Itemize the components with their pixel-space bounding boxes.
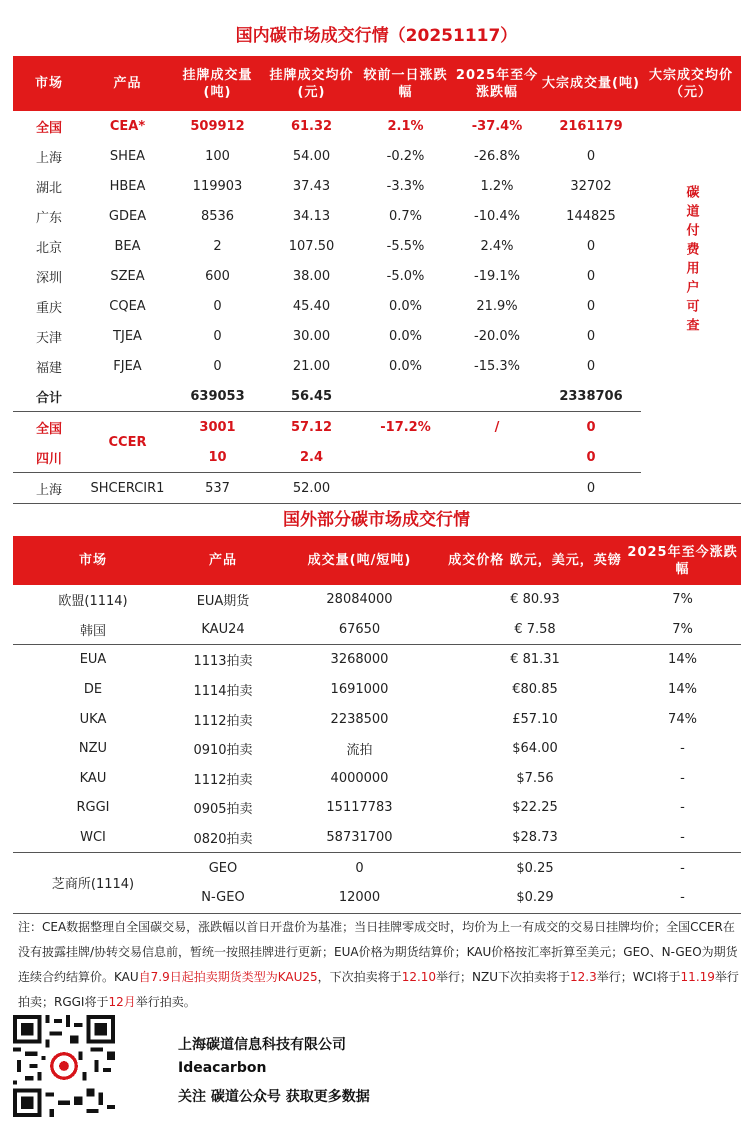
- cell-price: 30.00: [292, 328, 331, 344]
- cell-block-volume: 0: [586, 148, 596, 164]
- cell-market: EUA: [79, 652, 107, 668]
- cell-volume: 3268000: [330, 652, 389, 668]
- cell-price: 107.50: [288, 238, 335, 254]
- cell-price: $7.56: [516, 770, 554, 786]
- table-row: [13, 675, 741, 705]
- cell-daily-change: 2.1%: [387, 118, 424, 134]
- cell-price: € 81.31: [510, 652, 560, 668]
- domestic-title: 国内碳市场成交行情（20251117）: [235, 26, 518, 46]
- col-header-daily-change: 较前一日涨跌幅: [358, 56, 453, 111]
- cell-product: EUA期货: [196, 594, 250, 610]
- cell-market: 上海: [35, 150, 62, 166]
- cell-ccer-product: CCER: [108, 434, 147, 450]
- cell-ytd-change: 14%: [668, 652, 697, 668]
- cell-ytd-change: -37.4%: [471, 118, 523, 134]
- cell-price: $64.00: [512, 741, 558, 757]
- cell-block-volume: 0: [586, 419, 596, 435]
- cell-product: TJEA: [113, 328, 142, 344]
- cell-product: SHCERCIR1: [85, 473, 170, 504]
- foreign-market-table: [13, 536, 741, 913]
- cell-product: 1112拍卖: [193, 713, 253, 729]
- cell-market: NZU: [78, 741, 108, 757]
- cell-volume: 0: [355, 860, 364, 876]
- cell-price: $28.73: [446, 823, 624, 853]
- cell-daily-change: -5.5%: [386, 238, 425, 254]
- ccer-row-national: [13, 412, 741, 443]
- cell-ytd-change: -15.3%: [474, 358, 520, 374]
- cell-market: KAU: [79, 770, 107, 786]
- cell-volume: 28084000: [326, 592, 393, 608]
- cell-price: $22.25: [512, 800, 558, 816]
- cell-volume: 509912: [190, 118, 245, 134]
- divider: [13, 913, 741, 914]
- foreign-header-row: [13, 536, 741, 585]
- cell-product: 1112拍卖: [193, 772, 253, 788]
- table-row: [13, 291, 741, 321]
- cell-volume: 15117783: [326, 800, 393, 816]
- foreign-title: 国外部分碳市场成交行情: [283, 510, 470, 530]
- table-row: [13, 321, 741, 351]
- cell-product: HBEA: [109, 178, 146, 194]
- shcer-row: [13, 473, 741, 504]
- cell-ytd-change: -: [624, 823, 741, 853]
- table-row: [13, 261, 741, 291]
- cell-price: 38.00: [292, 268, 331, 284]
- table-row: [13, 823, 741, 853]
- cell-volume: 1691000: [330, 682, 389, 698]
- table-row: [13, 734, 741, 764]
- cell-market: 四川: [13, 442, 85, 473]
- cell-ytd-change: -: [680, 890, 685, 906]
- qr-code-icon[interactable]: [13, 1015, 115, 1117]
- cell-market: 全国: [35, 120, 62, 136]
- table-row: [13, 585, 741, 615]
- table-row: [13, 764, 741, 794]
- cell-price: 37.43: [292, 178, 331, 194]
- cell-daily-change: -17.2%: [380, 419, 431, 435]
- cell-ytd-change: -26.8%: [474, 148, 520, 164]
- table-row: [13, 615, 741, 645]
- cell-ytd-change: -: [680, 741, 685, 757]
- col-header-block-price: 大宗成交均价（元）: [641, 56, 741, 111]
- cell-block-volume: 2161179: [559, 118, 623, 134]
- cell-market: 欧盟(1114): [58, 594, 128, 610]
- cell-block-volume: 0: [586, 328, 596, 344]
- cell-ytd-change: -19.1%: [474, 268, 520, 284]
- cell-product: BEA: [114, 238, 141, 254]
- domestic-header-row: [13, 56, 741, 111]
- cell-total-volume: 639053: [170, 381, 265, 412]
- cell-volume: 58731700: [273, 823, 446, 853]
- cell-ytd-change: /: [494, 419, 500, 435]
- cell-daily-change: 0.0%: [388, 298, 423, 314]
- cell-product: 0905拍卖: [193, 802, 253, 818]
- cell-block-volume: 0: [586, 238, 596, 254]
- cell-ytd-change: 14%: [668, 682, 697, 698]
- col-header-block-volume: 大宗成交量(吨): [541, 56, 641, 111]
- cell-ytd-change: -20.0%: [474, 328, 520, 344]
- col-header-volume: 成交量(吨/短吨): [273, 536, 446, 585]
- cell-daily-change: 0.7%: [388, 208, 423, 224]
- cell-product: SHEA: [109, 148, 146, 164]
- col-header-ytd-change: 2025年至今涨跌幅: [624, 536, 741, 585]
- cell-market: 深圳: [35, 270, 62, 286]
- cell-price: $0.25: [516, 860, 554, 876]
- cell-ytd-change: 7%: [624, 615, 741, 645]
- cell-volume: 12000: [338, 890, 381, 906]
- table-row: [13, 853, 741, 883]
- cell-market: 重庆: [35, 300, 62, 316]
- footnote: 注：CEA数据整理自全国碳交易，涨跌幅以首日开盘价为基准；当日挂牌零成交时，均价为上一有成交的交易日挂牌均价；全国CCER在没有披露挂牌/协转交易信息前，暂统一按照挂牌进行更新；EUA价格为期货结算价；KAU价格按汇率折算至美元；GEO、N-GEO为期货连续合约结算价。KAU自7.9日起拍卖期货类型为KAU25，下次拍卖将于12.10举行；NZU下次拍卖将于12.3举行；WCI将于11.19举行拍卖；RGGI将于12月举行拍卖。: [18, 920, 739, 1009]
- table-row: [13, 141, 741, 171]
- col-header-listed-price: 挂牌成交均价(元): [265, 56, 358, 111]
- cell-volume: 119903: [192, 178, 243, 194]
- cell-block-volume: 0: [586, 480, 596, 496]
- cell-volume: 0: [213, 328, 222, 344]
- cell-price: $0.29: [516, 890, 554, 906]
- cell-product: 0910拍卖: [193, 743, 253, 759]
- cell-price: 54.00: [292, 148, 331, 164]
- cell-daily-change: -0.2%: [386, 148, 425, 164]
- cell-product: CQEA: [109, 298, 146, 314]
- cell-market: 北京: [35, 240, 62, 256]
- cell-ytd-change: -: [680, 800, 685, 816]
- cell-product: FJEA: [113, 358, 142, 374]
- total-row: [13, 381, 741, 412]
- cell-ytd-change: 2.4%: [480, 238, 514, 254]
- cell-product: 1113拍卖: [193, 654, 253, 670]
- cell-price: £57.10: [512, 711, 558, 727]
- cell-price: 52.00: [292, 480, 331, 496]
- cell-block-volume: 32702: [570, 178, 612, 194]
- cell-market: 广东: [35, 210, 62, 226]
- domestic-market-table: [13, 56, 741, 504]
- cell-ytd-change: 7%: [672, 592, 693, 608]
- cell-volume: 2: [213, 238, 222, 254]
- cell-product: 0820拍卖: [173, 823, 273, 853]
- table-row: [13, 645, 741, 675]
- cell-ytd-change: -10.4%: [474, 208, 520, 224]
- table-row: [13, 704, 741, 734]
- cell-block-volume: 144825: [566, 208, 616, 224]
- cell-ytd-change: 74%: [668, 711, 697, 727]
- cell-volume: 537: [205, 480, 230, 496]
- col-header-ytd-change: 2025年至今涨跌幅: [453, 56, 541, 111]
- cell-price: € 80.93: [510, 592, 560, 608]
- col-header-market: 市场: [13, 56, 85, 111]
- cell-price: 61.32: [290, 118, 333, 134]
- cell-market: WCI: [13, 823, 173, 853]
- cell-market: 全国: [35, 421, 62, 437]
- cell-market: 福建: [35, 360, 62, 376]
- cell-total-label: 合计: [13, 381, 85, 412]
- table-row: [13, 351, 741, 381]
- cell-volume: 2238500: [330, 711, 389, 727]
- table-row: [13, 201, 741, 231]
- cell-market: 韩国: [13, 615, 173, 645]
- table-row: [13, 793, 741, 823]
- cell-product: SZEA: [110, 268, 145, 284]
- cell-total-block-volume: 2338706: [541, 381, 641, 412]
- cell-volume: 0: [213, 298, 222, 314]
- cell-volume: 3001: [199, 419, 236, 435]
- cell-price: 45.40: [292, 298, 331, 314]
- cell-price: 57.12: [290, 419, 333, 435]
- table-row: [13, 231, 741, 261]
- cell-ytd-change: -: [680, 860, 685, 876]
- cell-product: GEO: [208, 860, 238, 876]
- cell-market: UKA: [79, 711, 107, 727]
- cell-market: 湖北: [35, 180, 62, 196]
- cell-daily-change: 0.0%: [388, 328, 423, 344]
- col-header-price: 成交价格 欧元，美元，英镑: [446, 536, 624, 585]
- cell-product: GDEA: [108, 208, 147, 224]
- cell-market: DE: [83, 682, 103, 698]
- cell-volume: 100: [205, 148, 230, 164]
- cell-product: 1114拍卖: [193, 684, 253, 700]
- cell-market: 天津: [35, 330, 62, 346]
- follow-slogan: 关注 碳道公众号 获取更多数据: [178, 1089, 370, 1105]
- col-header-listed-volume: 挂牌成交量(吨): [170, 56, 265, 111]
- cell-total-price: 56.45: [265, 381, 358, 412]
- col-header-market: 市场: [13, 536, 173, 585]
- cell-block-volume: 0: [586, 298, 596, 314]
- cell-price: €80.85: [512, 682, 558, 698]
- cell-volume: 600: [205, 268, 230, 284]
- cell-daily-change: -5.0%: [386, 268, 425, 284]
- cell-price: € 7.58: [446, 615, 624, 645]
- cell-product: KAU24: [173, 615, 273, 645]
- cell-volume: 流拍: [346, 743, 373, 759]
- cell-market: 芝商所(1114): [51, 877, 135, 893]
- table-row: [13, 111, 741, 141]
- cell-product: CEA*: [109, 118, 146, 134]
- cell-block-volume: 0: [586, 268, 596, 284]
- cell-volume: 10: [170, 442, 265, 473]
- side-note: 碳道付费用户可查: [683, 185, 699, 338]
- cell-price: 21.00: [292, 358, 331, 374]
- cell-block-volume: 0: [586, 358, 596, 374]
- cell-ytd-change: -: [680, 770, 685, 786]
- cell-block-volume: 0: [541, 442, 641, 473]
- cell-price: 2.4: [265, 442, 358, 473]
- col-header-product: 产品: [85, 56, 170, 111]
- cell-market: RGGI: [76, 800, 110, 816]
- cell-volume: 4000000: [330, 770, 389, 786]
- col-header-product: 产品: [173, 536, 273, 585]
- cell-volume: 8536: [200, 208, 235, 224]
- cell-volume: 0: [213, 358, 222, 374]
- cell-ytd-change: 21.9%: [476, 298, 518, 314]
- cell-ytd-change: 1.2%: [480, 178, 514, 194]
- company-name: 上海碳道信息科技有限公司: [178, 1037, 346, 1053]
- cell-daily-change: -3.3%: [386, 178, 425, 194]
- cell-market: 上海: [13, 473, 85, 504]
- table-row: [13, 171, 741, 201]
- cell-volume: 67650: [273, 615, 446, 645]
- cell-product: N-GEO: [201, 890, 245, 906]
- cell-daily-change: 0.0%: [388, 358, 423, 374]
- brand-name: Ideacarbon: [178, 1060, 267, 1076]
- cell-price: 34.13: [292, 208, 331, 224]
